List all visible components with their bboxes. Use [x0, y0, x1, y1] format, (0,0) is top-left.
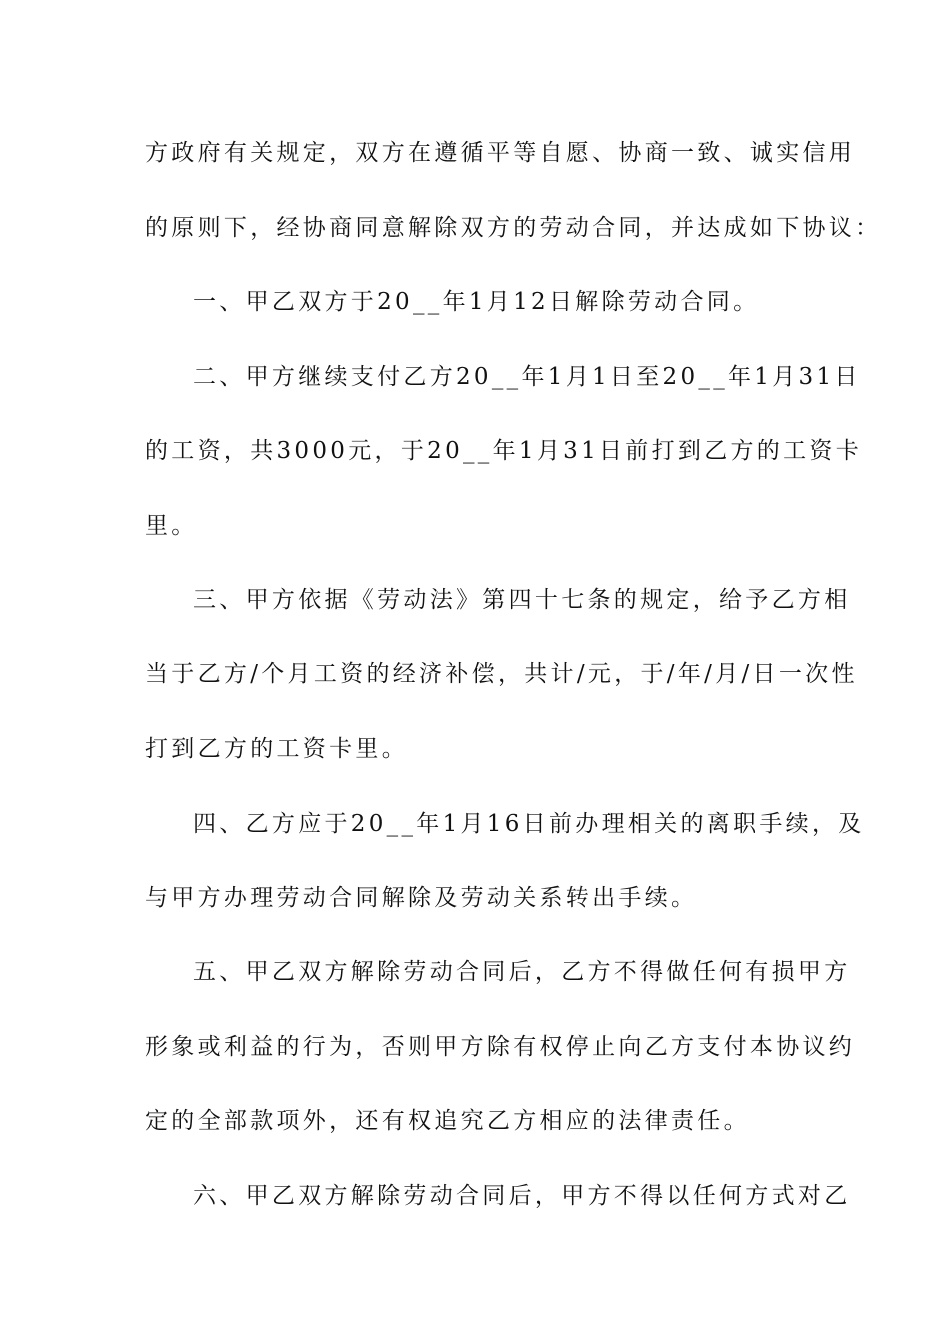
text-line: 四、乙方应于20__年1月16日前办理相关的离职手续，及 [193, 811, 865, 837]
text-line: 二、甲方继续支付乙方20__年1月1日至20__年1月31日 [193, 364, 861, 390]
text-line: 的原则下，经协商同意解除双方的劳动合同，并达成如下协议： [145, 215, 882, 241]
text-line: 形象或利益的行为，否则甲方除有权停止向乙方支付本协议约 [145, 1034, 856, 1060]
text-line: 定的全部款项外，还有权追究乙方相应的法律责任。 [145, 1108, 750, 1134]
text-line: 六、甲乙双方解除劳动合同后，甲方不得以任何方式对乙 [193, 1183, 851, 1209]
text-line: 的工资，共3000元，于20__年1月31日前打到乙方的工资卡 [145, 438, 862, 464]
text-line: 里。 [145, 513, 198, 539]
text-line: 三、甲方依据《劳动法》第四十七条的规定，给予乙方相 [193, 587, 851, 613]
text-line: 五、甲乙双方解除劳动合同后，乙方不得做任何有损甲方 [193, 959, 851, 985]
text-line: 一、甲乙双方于20__年1月12日解除劳动合同。 [193, 289, 760, 315]
text-line: 打到乙方的工资卡里。 [145, 736, 408, 762]
text-line: 与甲方办理劳动合同解除及劳动关系转出手续。 [145, 885, 698, 911]
text-line: 方政府有关规定，双方在遵循平等自愿、协商一致、诚实信用 [145, 140, 856, 166]
text-line: 当于乙方/个月工资的经济补偿，共计/元，于/年/月/日一次性 [145, 661, 858, 687]
